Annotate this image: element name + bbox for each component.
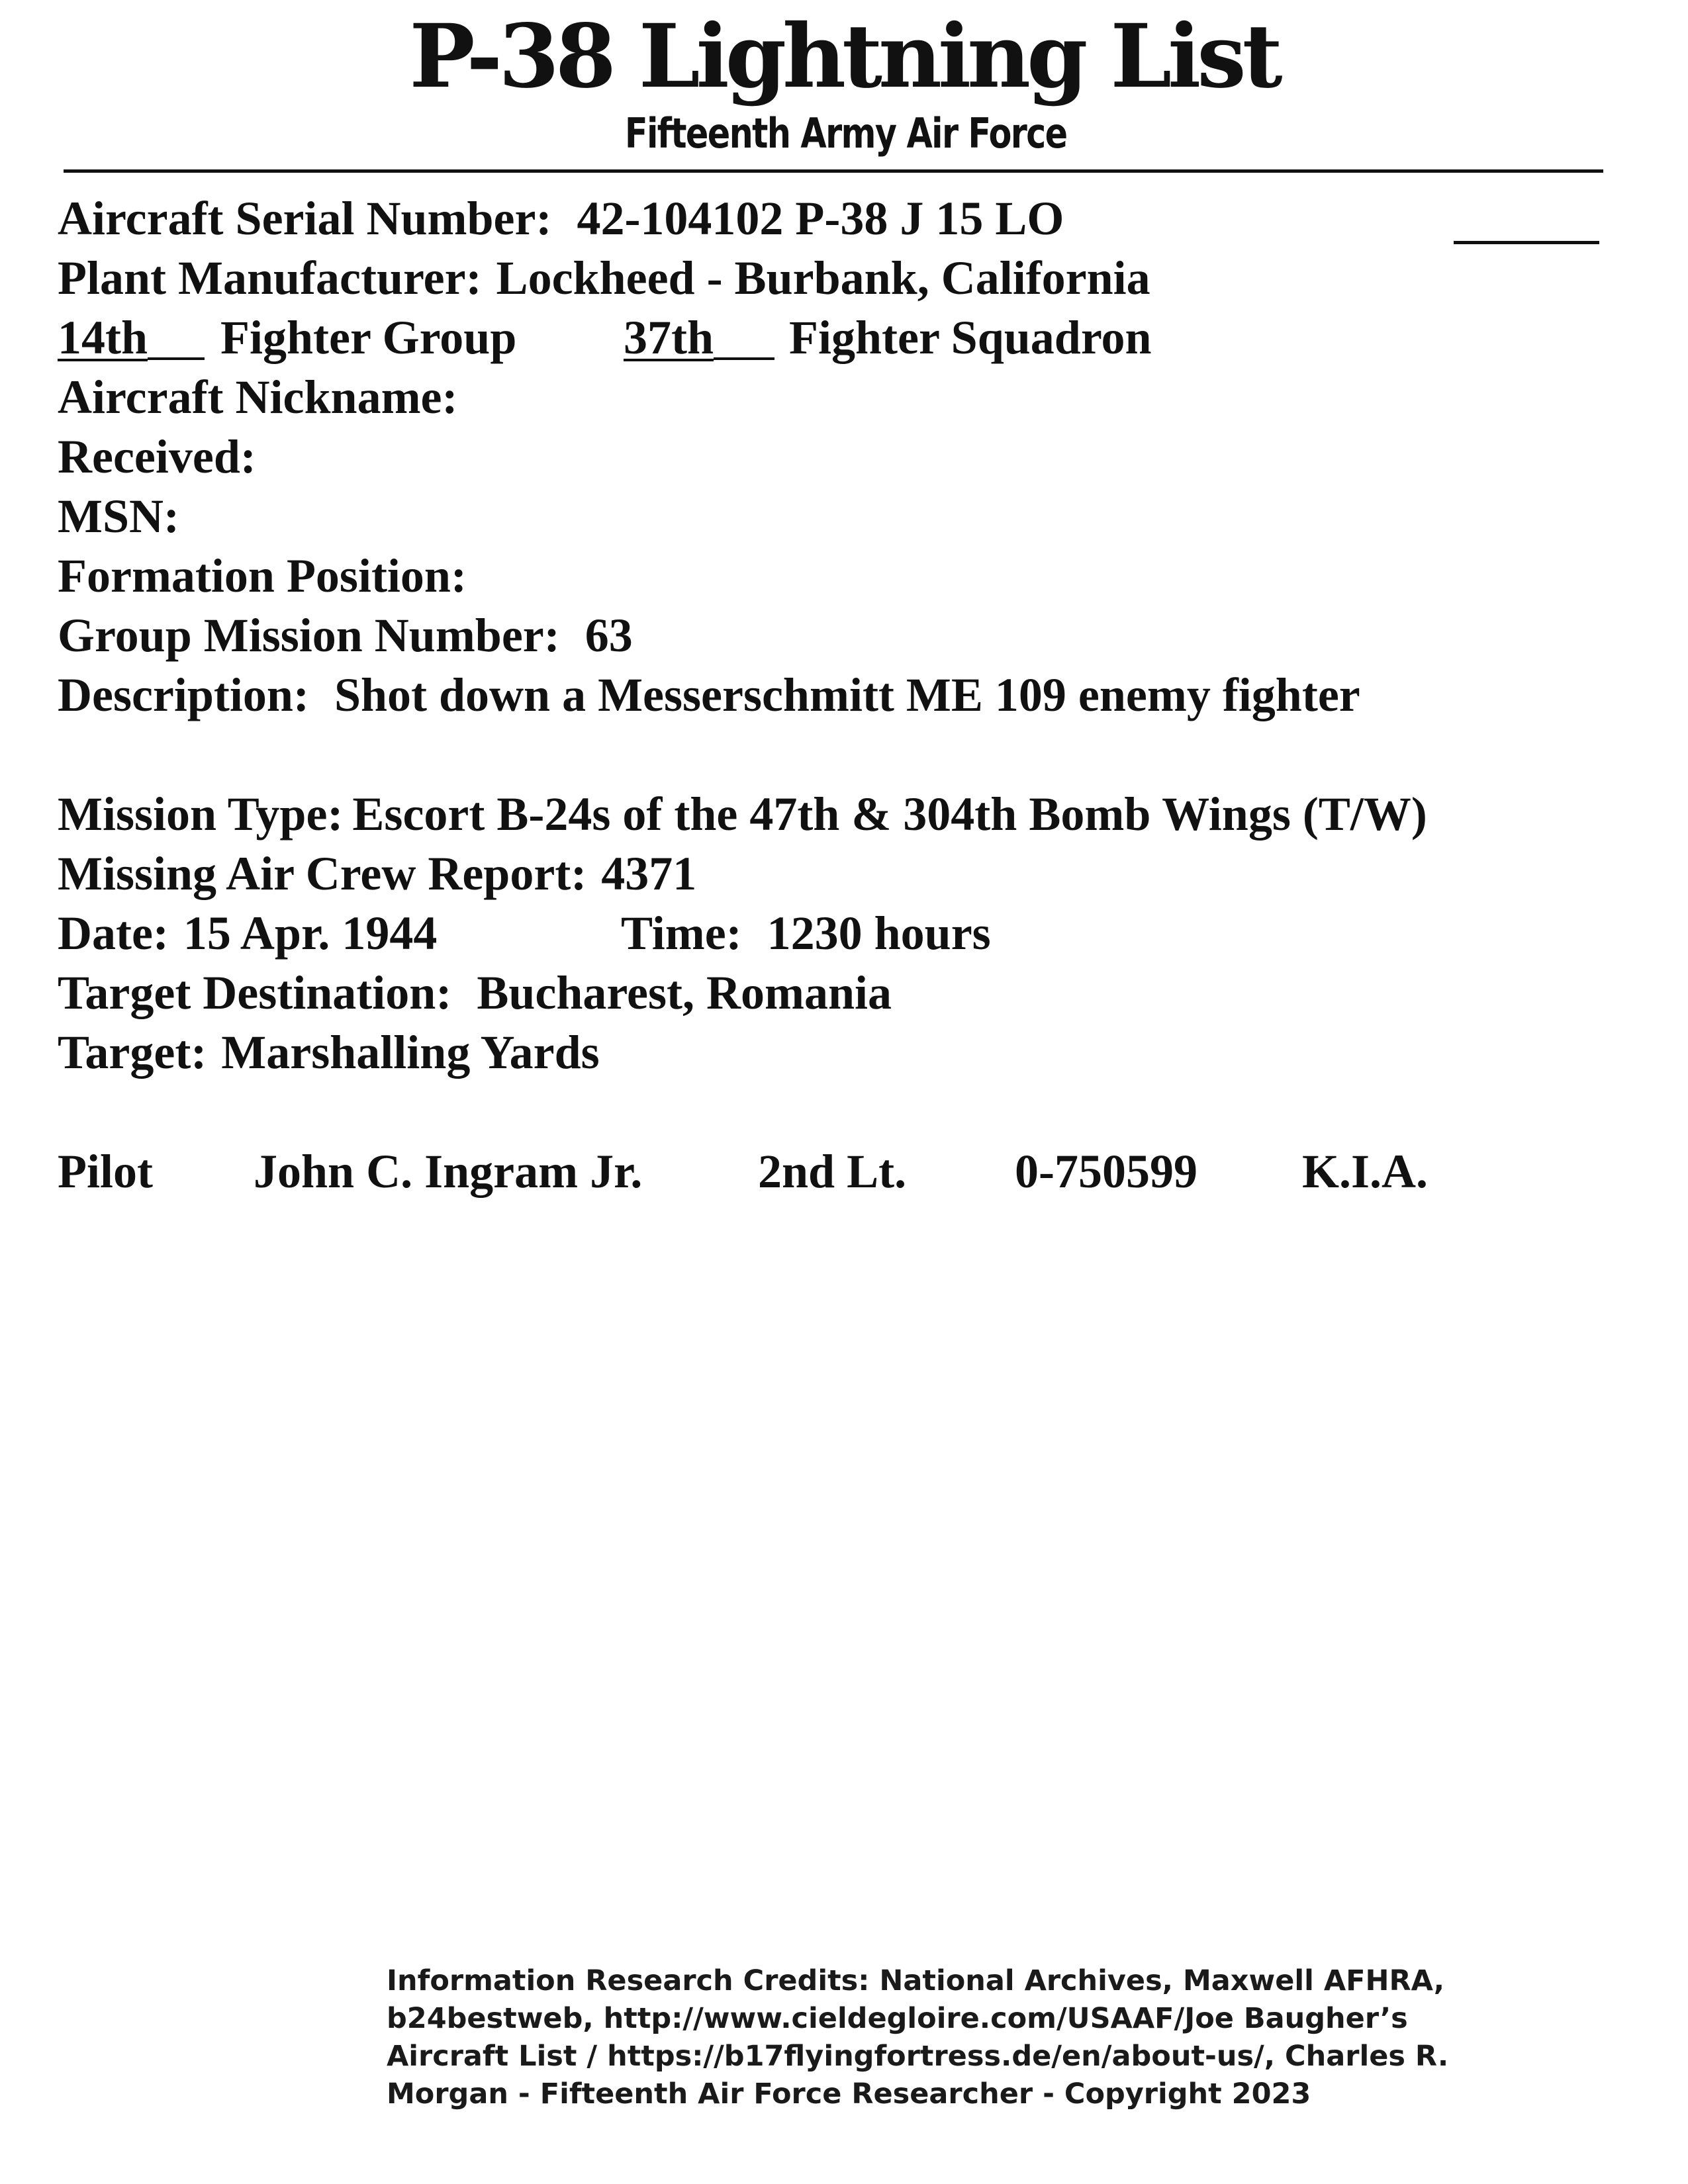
crew-status: K.I.A. <box>1302 1145 1429 1198</box>
serial-label: Aircraft Serial Number: <box>58 192 552 245</box>
macr-label: Missing Air Crew Report: <box>58 847 587 900</box>
group-mission-value: 63 <box>585 609 633 662</box>
crew-position: Pilot <box>58 1145 153 1198</box>
credits-line: Morgan - Fifteenth Air Force Researcher - Copyright 2023 <box>387 2077 1311 2111</box>
msn-label: MSN: <box>58 490 179 543</box>
target-destination-row <box>58 965 892 1021</box>
target-label: Target: <box>58 1026 207 1079</box>
crew-name: John C. Ingram Jr. <box>254 1145 643 1198</box>
description-label: Description: <box>58 668 309 721</box>
credits-line: Aircraft List / https://b17flyingfortress.de/en/about-us/, Charles R. <box>387 2040 1449 2073</box>
formation-label: Formation Position: <box>58 549 467 602</box>
mission-type-row <box>58 786 1427 842</box>
time-value: 1230 hours <box>767 907 991 960</box>
manufacturer-value: Lockheed - Burbank, California <box>496 251 1150 304</box>
nickname-label: Aircraft Nickname: <box>58 371 458 424</box>
credits-line: b24bestweb, http://www.cieldegloire.com/USAAF/Joe Baugher’s <box>387 2002 1408 2035</box>
mission-type-label: Mission Type: <box>58 788 344 841</box>
crew-serial: 0-750599 <box>1015 1145 1197 1198</box>
formation-row <box>58 548 467 604</box>
squadron-label: Fighter Squadron <box>789 311 1152 364</box>
date-value: 15 Apr. 1944 <box>183 907 438 960</box>
squadron-value: 37th <box>624 311 714 364</box>
crew-rank: 2nd Lt. <box>758 1145 907 1198</box>
group-squadron-row <box>58 310 1382 365</box>
msn-row <box>58 488 179 544</box>
group-label: Fighter Group <box>220 311 517 364</box>
macr-row <box>58 846 696 901</box>
date-label: Date: <box>58 907 169 960</box>
manufacturer-row <box>58 250 1150 306</box>
target-row <box>58 1024 600 1080</box>
page-title: P-38 Lightning List <box>409 5 1279 108</box>
received-label: Received: <box>58 430 256 483</box>
crew-row <box>58 1144 1580 1199</box>
time-label: Time: <box>621 907 742 960</box>
nickname-row <box>58 369 457 425</box>
group-mission-row <box>58 608 633 663</box>
page-subtitle: Fifteenth Army Air Force <box>624 109 1067 158</box>
serial-value: 42-104102 P-38 J 15 LO <box>577 192 1064 245</box>
mission-type-value: Escort B-24s of the 47th & 304th Bomb Wings (T/W) <box>352 788 1427 841</box>
macr-value: 4371 <box>601 847 697 900</box>
target-destination-label: Target Destination: <box>58 966 452 1019</box>
received-row <box>58 429 256 484</box>
blank-underline <box>1454 241 1599 244</box>
description-value: Shot down a Messerschmitt ME 109 enemy fighter <box>334 668 1360 721</box>
serial-row <box>58 191 1064 246</box>
target-destination-value: Bucharest, Romania <box>477 966 892 1019</box>
description-row <box>58 667 1360 723</box>
research-credits <box>387 1962 1449 2113</box>
target-value: Marshalling Yards <box>221 1026 600 1079</box>
header-divider <box>64 169 1603 173</box>
credits-line: Information Research Credits: National Archives, Maxwell AFHRA, <box>387 1964 1445 1997</box>
group-mission-label: Group Mission Number: <box>58 609 560 662</box>
date-time-row <box>58 905 1117 961</box>
manufacturer-label: Plant Manufacturer: <box>58 251 482 304</box>
group-value: 14th <box>58 311 148 364</box>
